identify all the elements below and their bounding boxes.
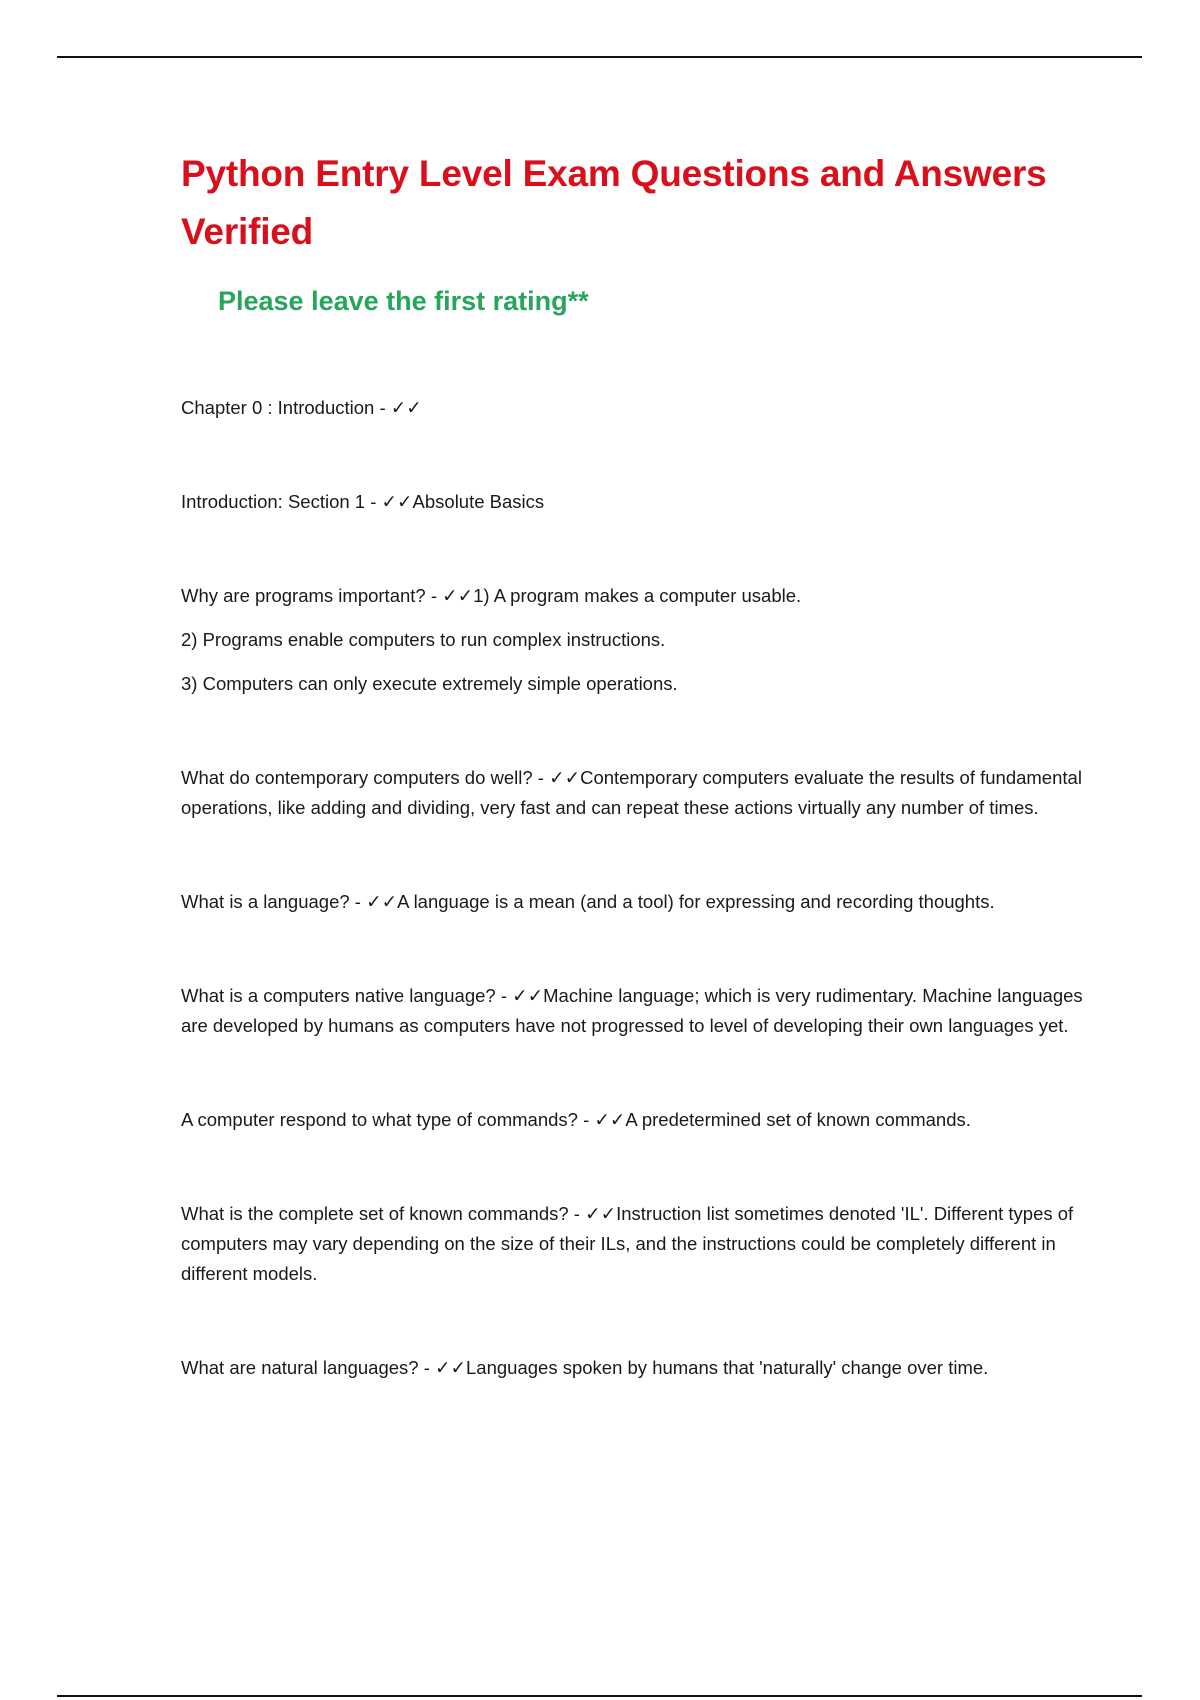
qa-text: A computer respond to what type of commands? - ✓✓A predetermined set of known commands. [181,1109,971,1130]
qa-text: What is the complete set of known commands? - ✓✓Instruction list sometimes denoted 'IL'. Different types of computers may vary depending on the size of their ILs, and the instructions could be completely different in different models. [181,1203,1074,1284]
qa-text: What is a language? - ✓✓A language is a mean (and a tool) for expressing and recording thoughts. [181,891,995,912]
qa-entry-chapter [181,393,1091,423]
qa-entry-instruction-list [181,1199,1091,1289]
qa-entry-natural-languages [181,1353,1091,1383]
qa-entry-language [181,887,1091,917]
qa-entry-contemporary-computers [181,763,1091,823]
qa-continuation: 3) Computers can only execute extremely simple operations. [181,673,678,694]
top-divider [57,56,1142,58]
qa-entry-native-language [181,981,1091,1041]
qa-text: Introduction: Section 1 - ✓✓Absolute Basics [181,491,545,512]
bottom-divider [57,1695,1142,1697]
qa-continuation: 2) Programs enable computers to run complex instructions. [181,629,666,650]
rating-request: Please leave the first rating** [218,286,589,316]
qa-text: Chapter 0 : Introduction - ✓✓ [181,397,422,418]
qa-text: What is a computers native language? - ✓✓Machine language; which is very rudimentary. Machine languages are developed by humans as computers have not progressed to level of developing their own languages yet. [181,985,1083,1036]
qa-text: Why are programs important? - ✓✓1) A program makes a computer usable. [181,585,802,606]
qa-list [181,393,1091,1383]
qa-entry-commands [181,1105,1091,1135]
qa-text: What are natural languages? - ✓✓Languages spoken by humans that 'naturally' change over time. [181,1357,989,1378]
document-body [181,145,1091,1447]
qa-entry-programs-important [181,581,1091,699]
qa-text: What do contemporary computers do well? - ✓✓Contemporary computers evaluate the results of fundamental operations, like adding and dividing, very fast and can repeat these actions virtually any number of times. [181,767,1082,818]
document-title: Python Entry Level Exam Questions and Answers Verified [181,153,1047,252]
qa-entry-section [181,487,1091,517]
